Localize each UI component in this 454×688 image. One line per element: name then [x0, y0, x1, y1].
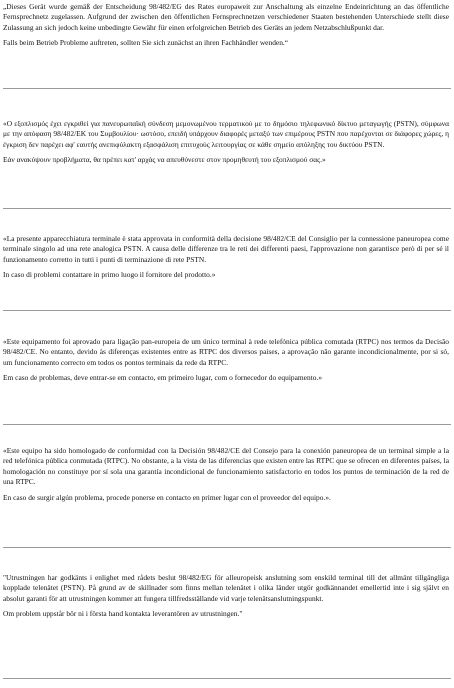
notice-paragraph: «La presente apparecchiatura terminale è stata approvata in conformità della decisione 98/482/CE del Consiglio per la connessione paneuropea come terminale singolo ad una rete analogica PSTN. A causa delle differenze tra le reti dei differenti paesi, l'approvazione non garantisce però di per sé il funzionamento corretto in tutti i punti di terminazione di rete PSTN. [3, 234, 449, 264]
notice-paragraph: Falls beim Betrieb Probleme auftreten, sollten Sie sich zunächst an ihren Fachhändler wenden.“ [3, 38, 289, 48]
notice-paragraph: "Utrustningen har godkänts i enlighet med rådets beslut 98/482/EG för alleuropeisk anslutning som enskild terminal till det allmänt tillgängliga kopplade telenätet (PSTN). På grund av de skillnader som finns mellan telenätet i olika länder utgör godkännandet emellertid inte i sig självt en absolut garanti för att utrustningen kommer att fungera tillfredsställande vid varje telenätsanslutningspunkt. [3, 573, 449, 603]
notice-paragraph: «Ο εξοπλισμός έχει εγκριθεί για πανευρωπαϊκή σύνδεση μεμονωμένου τερματικού με το δημόσιο τηλεφωνικό δίκτυο μεταγωγής (PSTN), σύμφωνα με την απόφαση 98/482/ΕΚ του Συμβουλίου· ωστόσο, επειδή υπάρχουν διαφορές μεταξύ των επιμέρους PSTN που παρέχονται σε διάφορες χώρες, η έγκριση δεν παρέχει αφ' εαυτής ανεπιφύλακτη εξασφάλιση επιτυχούς λειτουργίας σε κάθε σημείο απόληξης του δικτύου PSTN. [3, 119, 449, 149]
section-divider [3, 208, 451, 209]
notice-paragraph: Om problem uppstår bör ni i första hand kontakta leverantören av utrustningen." [3, 609, 243, 619]
notice-paragraph: «Este equipamento foi aprovado para ligação pan-europeia de um único terminal à rede telefónica pública comutada (RTPC) nos termos da Decisão 98/482/CE. No entanto, devido às diferenças existentes entre as RTPC dos diversos países, a aprovação não garante incondicionalmente, por si só, um funcionamento correcto em todos os pontos terminais da rede da RTPC. [3, 337, 449, 367]
notice-german [3, 2, 449, 49]
section-divider [3, 424, 451, 425]
notice-paragraph: «Este equipo ha sido homologado de conformidad con la Decisión 98/482/CE del Consejo para la conexión paneuropea de un terminal simple a la red telefónica pública conmutada (RTPC). No obstante, a la vista de las diferencias que existen entre las RTPC que se ofrecen en diferentes países, la homologación no constituye por sí sola una garantía incondicional de funcionamiento satisfactorio en todos los puntos de terminación de la red de una RTPC. [3, 446, 449, 487]
notice-paragraph: Em caso de problemas, deve entrar-se em contacto, em primeiro lugar, com o fornecedor do equipamento.» [3, 373, 323, 383]
notice-greek [3, 119, 449, 166]
notice-swedish [3, 573, 449, 620]
notice-paragraph: „Dieses Gerät wurde gemäß der Entscheidung 98/482/EG des Rates europaweit zur Anschaltung als einzelne Endeinrichtung an das öffentliche Fernsprechnetz zugelassen. Aufgrund der zwischen den öffentlichen Fernsprechnetzen verschiedener Staaten bestehenden Unterschiede stellt diese Zulassung an sich jedoch keine unbedingte Gewähr für einen erfolgreichen Betrieb des Geräts an jedem Netzabschlußpunkt dar. [3, 2, 449, 32]
section-divider [3, 88, 451, 89]
section-divider [3, 678, 451, 679]
notice-paragraph: Εάν ανακύψουν προβλήματα, θα πρέπει κατ' αρχάς να απευθύνεστε στον προμηθευτή του εξοπλισμού σας.» [3, 155, 326, 165]
section-divider [3, 310, 451, 311]
notice-paragraph: En caso de surgir algún problema, procede ponerse en contacto en primer lugar con el proveedor del equipo.». [3, 492, 331, 502]
notice-italian [3, 234, 449, 281]
section-divider [3, 547, 451, 548]
notice-spanish [3, 446, 449, 503]
notice-portuguese [3, 337, 449, 384]
notice-paragraph: In caso di problemi contattare in primo luogo il fornitore del prodotto.» [3, 270, 216, 280]
